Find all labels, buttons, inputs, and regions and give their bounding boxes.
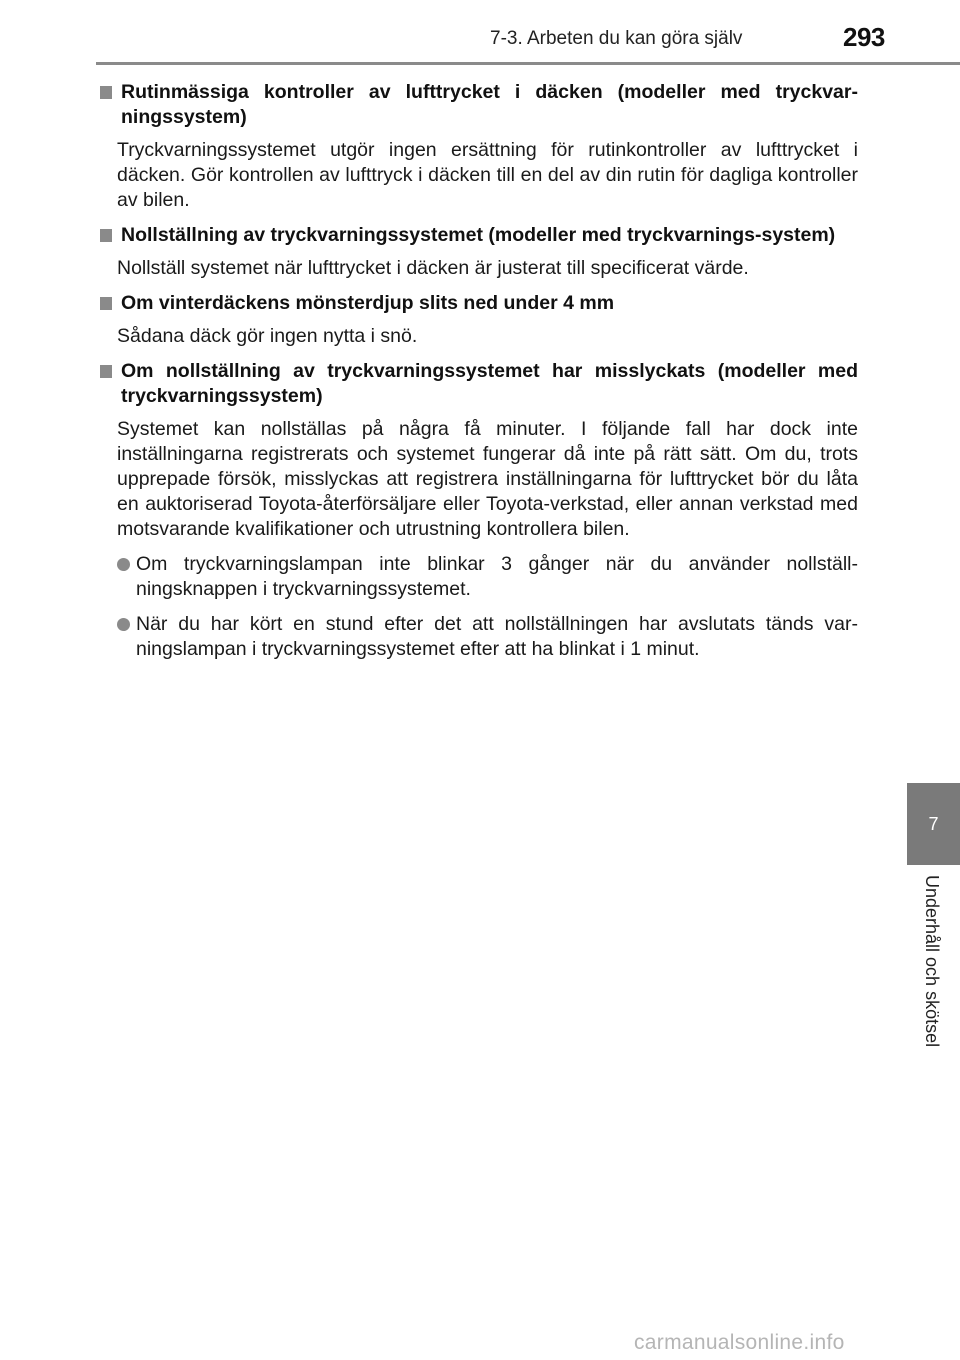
list-item-text: När du har kört en stund efter det att nollställningen har avslutats tänds var-ningslampan i tryckvarningssystemet efter att ha blinkat i 1 minut. xyxy=(136,613,858,660)
section-routine-checks xyxy=(96,80,858,213)
section-body: Tryckvarningssystemet utgör ingen ersättning för rutinkontroller av lufttrycket i däcken. Gör kontrollen av lufttryck i däcken till en del av din rutin för dagliga kontroller av bilen. xyxy=(117,139,858,211)
header-rule xyxy=(96,62,960,65)
section-heading-text: Om vinterdäckens mönsterdjup slits ned under 4 mm xyxy=(121,292,615,314)
section-heading-text: Nollställning av tryckvarningssystemet (modeller med tryckvarnings-system) xyxy=(121,224,836,246)
chapter-tab xyxy=(907,783,960,865)
page-header xyxy=(0,0,960,66)
section-heading-text: Om nollställning av tryckvarningssystemet har misslyckats (modeller med tryckvarningssystem) xyxy=(121,360,858,407)
bullet-list xyxy=(117,552,858,662)
section-title: 7-3. Arbeten du kan göra själv xyxy=(490,28,743,49)
section-heading-text: Rutinmässiga kontroller av lufttrycket i däcken (modeller med tryckvar-ningssystem) xyxy=(121,81,858,128)
page-content xyxy=(96,80,858,672)
section-winter-tires xyxy=(96,291,858,349)
section-body: Sådana däck gör ingen nytta i snö. xyxy=(117,325,418,347)
section-body: Nollställ systemet när lufttrycket i däcken är justerat till specificerat värde. xyxy=(117,257,749,279)
section-heading xyxy=(96,223,858,248)
section-heading xyxy=(96,359,858,409)
square-bullet-icon xyxy=(100,86,112,99)
page-number: 293 xyxy=(843,22,885,52)
square-bullet-icon xyxy=(100,229,112,242)
list-item xyxy=(117,552,858,602)
section-reset-system xyxy=(96,223,858,281)
chapter-number: 7 xyxy=(928,813,939,834)
circle-bullet-icon xyxy=(117,558,130,571)
square-bullet-icon xyxy=(100,365,112,378)
chapter-label: Underhåll och skötsel xyxy=(922,875,942,1048)
list-item-text: Om tryckvarningslampan inte blinkar 3 gånger när du använder nollställ-ningsknappen i tryckvarningssystemet. xyxy=(136,553,858,600)
section-heading xyxy=(96,291,858,316)
section-heading xyxy=(96,80,858,130)
watermark: carmanualsonline.info xyxy=(634,1331,845,1354)
section-reset-failed xyxy=(96,359,858,662)
circle-bullet-icon xyxy=(117,618,130,631)
section-body: Systemet kan nollställas på några få minuter. I följande fall har dock inte inställningarna registrerats och systemet fungerar då inte på rätt sätt. Om du, trots upprepade försök, misslyckas att registrera inställningarna för lufttrycket bör du låta en auktoriserad Toyota-återförsäljare eller Toyota-verkstad, eller annan verkstad med motsvarande kvalifikationer och utrustning kontrollera bilen. xyxy=(117,418,858,540)
square-bullet-icon xyxy=(100,297,112,310)
list-item xyxy=(117,612,858,662)
